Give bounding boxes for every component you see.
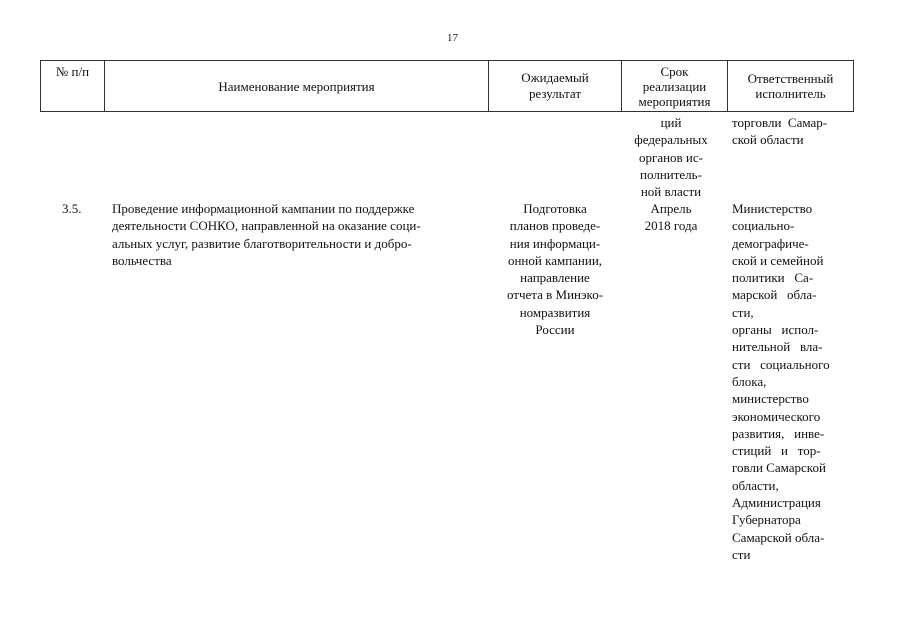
- page-number: 17: [447, 32, 458, 44]
- header-name: Наименование мероприятия: [105, 61, 489, 112]
- table-header: [40, 60, 854, 112]
- name-line: альных услуг, развитие благотворительности и добро-: [112, 235, 412, 251]
- header-result: Ожидаемый результат: [489, 61, 622, 112]
- continuation-responsible: торговли Самар- ской области: [732, 115, 828, 148]
- name-line: деятельности СОНКО, направленной на оказание соци-: [112, 218, 421, 234]
- row-term: Апрель 2018 года: [644, 201, 698, 234]
- row-name: [112, 200, 488, 269]
- row-result: Подготовка планов проведе- ния информаци- онной кампании, направление отчета в Минэко- номразвития России: [506, 201, 604, 338]
- continuation-term: ций федеральных органов ис- полнитель- ной власти: [634, 115, 708, 200]
- row-number: 3.5.: [62, 201, 82, 216]
- name-line: вольчества: [112, 252, 172, 268]
- header-responsible: Ответственный исполнитель: [728, 61, 854, 112]
- row-responsible: Министерство социально- демографиче- ской и семейной политики Са- марской обла- сти, органы испол- нительной вла- сти социального блока, министерство экономического развития, инве- стиций и тор- говли Самарской области, Администрация Губернатора Самарской обла- сти: [732, 201, 830, 562]
- header-number: № п/п: [41, 61, 105, 112]
- name-line: Проведение информационной кампании по поддержке: [112, 201, 415, 216]
- header-term: Срок реализации мероприятия: [622, 61, 728, 112]
